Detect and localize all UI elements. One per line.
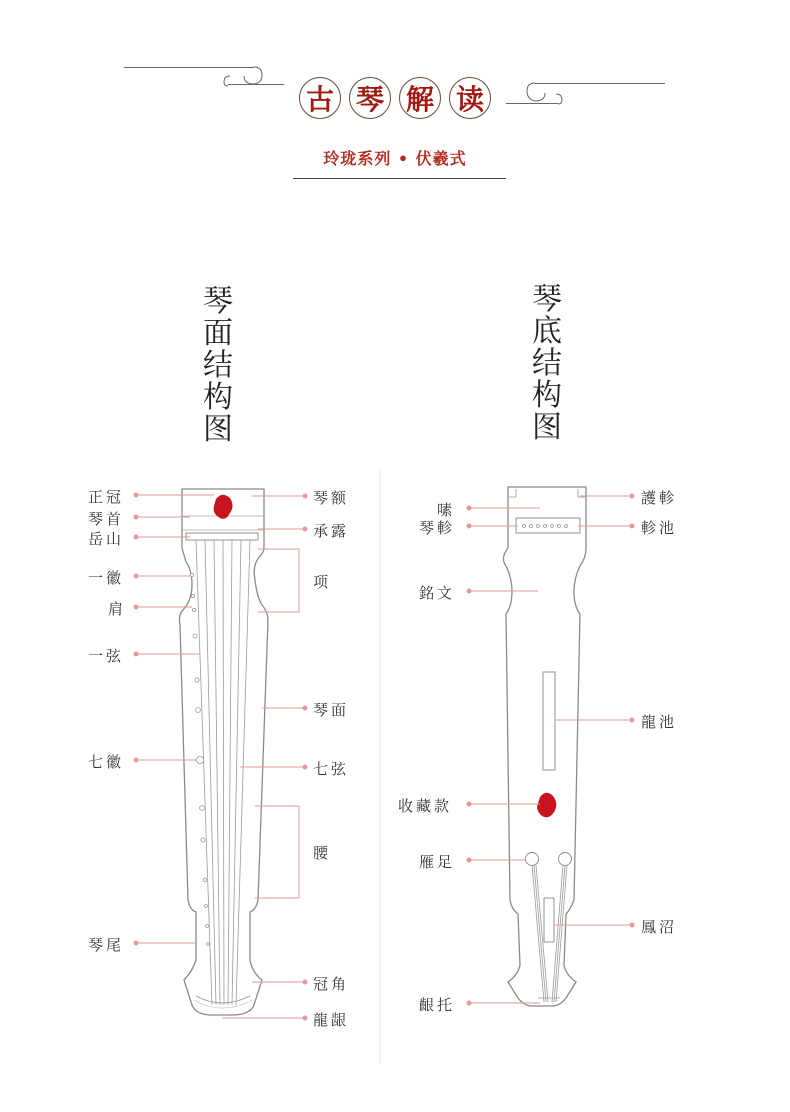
front-title-char: 面 <box>203 316 233 351</box>
goose-foot-right <box>559 853 572 866</box>
back-title-char: 结 <box>532 346 562 381</box>
front-title-char: 构 <box>203 380 233 415</box>
label-qin-shou: 琴首 <box>88 510 125 528</box>
label-qin-e: 琴额 <box>313 489 350 507</box>
label-yi-xian: 一弦 <box>88 647 125 665</box>
label-qin-mian: 琴面 <box>313 701 350 719</box>
label-hu-zhen: 護軫 <box>641 489 678 507</box>
header-title-char-4: 读 <box>449 77 491 119</box>
label-guan-jiao: 冠角 <box>313 975 350 993</box>
label-feng-zhao: 鳳沼 <box>641 918 678 936</box>
front-title-char: 图 <box>203 412 233 447</box>
header-title-char-2: 琴 <box>349 77 391 119</box>
back-title-char: 构 <box>532 378 562 413</box>
label-qi-xian: 七弦 <box>313 760 350 778</box>
front-title-char: 琴 <box>203 284 233 319</box>
front-title-char: 结 <box>203 348 233 383</box>
back-title-char: 底 <box>532 314 562 349</box>
header-title-char-1: 古 <box>299 77 341 119</box>
label-ming-wen: 銘文 <box>419 584 456 602</box>
label-long-chi: 龍池 <box>641 713 678 731</box>
label-shou-cang-kuan: 收藏款 <box>398 797 453 815</box>
back-title-char: 琴 <box>532 282 562 317</box>
label-su: 嗉 <box>437 501 456 519</box>
label-xiang: 项 <box>313 573 332 591</box>
series-subtitle: 玲珑系列 • 伏羲式 <box>323 149 467 168</box>
goose-foot-left <box>526 853 539 866</box>
label-qin-zhen: 琴軫 <box>419 519 456 537</box>
label-yin-tuo: 齦托 <box>419 996 456 1014</box>
label-qi-hui: 七徽 <box>88 753 125 771</box>
label-zhen-chi: 軫池 <box>641 519 678 537</box>
back-title-char: 图 <box>532 410 562 445</box>
label-long-yin: 龍龈 <box>313 1011 350 1029</box>
label-yi-hui: 一徽 <box>88 569 125 587</box>
label-qin-wei: 琴尾 <box>88 936 125 954</box>
back-body-outline <box>503 487 586 1006</box>
label-cheng-lu: 承露 <box>313 522 350 540</box>
label-jian: 肩 <box>108 600 127 618</box>
label-yan-zu: 雁足 <box>419 853 456 871</box>
label-yue-shan: 岳山 <box>88 530 125 548</box>
label-yao: 腰 <box>313 844 332 862</box>
label-zheng-guan: 正冠 <box>88 488 125 506</box>
header-title-char-3: 解 <box>399 77 441 119</box>
